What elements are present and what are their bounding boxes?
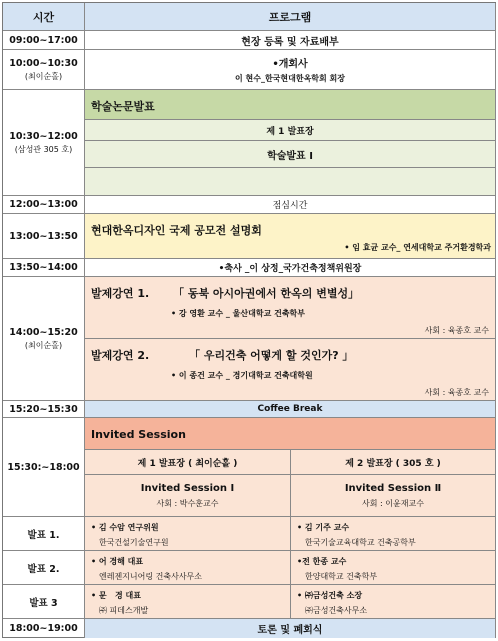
talk2-right-org: 한양대학교 건축학부 bbox=[305, 572, 378, 581]
talk1-left-name: • 김 수암 연구위원 bbox=[91, 523, 159, 532]
contest-title: 현대한옥디자인 국제 공모전 설명회 bbox=[91, 224, 262, 237]
lecture2-moderator: 사회 : 육종호 교수 bbox=[424, 388, 489, 397]
lectures-time bbox=[3, 277, 85, 401]
opening-title: •개회사 bbox=[272, 59, 308, 70]
talk2-left-name: • 어 경해 대표 bbox=[91, 557, 144, 566]
talk3-left-name: • 문 경 대표 bbox=[91, 591, 141, 600]
talk2-left-org: 엔레젠지니어링 건축사사무소 bbox=[99, 572, 203, 581]
coffee-time-text: 15:20~15:30 bbox=[9, 403, 78, 415]
congrats-time-text: 13:50~14:00 bbox=[9, 262, 78, 273]
papers-location: (삼성관 305 호) bbox=[14, 144, 73, 154]
papers-session-text: 학술발표 I bbox=[267, 150, 313, 162]
invited-time-text: 15:30:~18:00 bbox=[7, 461, 80, 473]
invited-session1: Invited Session Ⅰ bbox=[140, 482, 235, 494]
congrats-time bbox=[3, 259, 85, 277]
lecture1-cell bbox=[85, 277, 496, 339]
closing-program bbox=[85, 619, 496, 638]
opening-time-text: 10:00~10:30 bbox=[9, 57, 78, 69]
talk2-label-cell bbox=[3, 551, 85, 585]
registration-text: 현장 등록 및 자료배부 bbox=[241, 36, 339, 48]
papers-time bbox=[3, 90, 85, 196]
lecture2-title: 「 우리건축 어떻게 할 것인가? 」 bbox=[189, 349, 354, 362]
lecture2-speaker: • 이 종건 교수 _ 경기대학교 건축대학원 bbox=[171, 371, 313, 380]
invited-room1-text: 제 1 발표장 ( 최이순홀 ) bbox=[137, 458, 238, 469]
talk2-left bbox=[85, 551, 291, 585]
contest-time-text: 13:00~13:50 bbox=[9, 230, 78, 242]
invited-room1 bbox=[85, 450, 291, 475]
lunch-text: 점심시간 bbox=[272, 201, 308, 211]
talk3-right-name: • ㈜금성건축 소장 bbox=[297, 591, 363, 600]
papers-blank-row bbox=[85, 168, 496, 196]
papers-time-text: 10:30~12:00 bbox=[9, 130, 78, 142]
header-time bbox=[3, 3, 85, 31]
talk2-right-name: •전 한종 교수 bbox=[297, 557, 347, 566]
lecture1-title: 「 동북 아시아권에서 한옥의 변별성」 bbox=[173, 287, 360, 300]
papers-room-text: 제 1 발표장 bbox=[266, 126, 314, 137]
talk3-label: 발표 3 bbox=[29, 597, 58, 609]
talk2-right bbox=[291, 551, 496, 585]
invited-session1-cell bbox=[85, 475, 291, 517]
opening-speaker: 이 현수_한국현대한옥학회 회장 bbox=[234, 74, 346, 83]
talk1-right-name: • 김 기주 교수 bbox=[297, 523, 350, 532]
papers-title: 학술논문발표 bbox=[91, 100, 155, 113]
opening-location: (최이순홀) bbox=[24, 71, 63, 81]
papers-session bbox=[85, 141, 496, 168]
lecture2-label: 발제강연 2. bbox=[91, 349, 150, 362]
contest-program bbox=[85, 214, 496, 259]
talk1-left bbox=[85, 517, 291, 551]
header-time-label: 시간 bbox=[32, 10, 55, 24]
invited-moderator1: 사회 : 박수훈교수 bbox=[156, 498, 219, 508]
registration-program bbox=[85, 31, 496, 50]
contest-time bbox=[3, 214, 85, 259]
invited-moderator2: 사회 : 이윤재교수 bbox=[362, 498, 424, 508]
talk1-left-org: 한국건설기술연구원 bbox=[99, 538, 169, 547]
invited-title-cell bbox=[85, 418, 496, 450]
invited-session2-cell bbox=[291, 475, 496, 517]
papers-title-cell bbox=[85, 90, 496, 120]
registration-time-text: 09:00~17:00 bbox=[9, 34, 78, 46]
closing-time-text: 18:00~19:00 bbox=[9, 623, 78, 634]
opening-program bbox=[85, 50, 496, 90]
talk3-left-org: ㈜ 피데스개발 bbox=[99, 606, 149, 615]
closing-time bbox=[3, 619, 85, 638]
coffee-program bbox=[85, 401, 496, 418]
congrats-program bbox=[85, 259, 496, 277]
coffee-text: Coffee Break bbox=[257, 404, 323, 414]
schedule-table bbox=[2, 2, 496, 638]
closing-text: 토론 및 폐회식 bbox=[257, 625, 323, 636]
lecture2-cell bbox=[85, 339, 496, 401]
lecture1-moderator: 사회 : 육종호 교수 bbox=[424, 326, 489, 335]
talk1-right-org: 한국기술교육대학교 건축공학부 bbox=[305, 538, 416, 547]
lectures-time-text: 14:00~15:20 bbox=[9, 326, 78, 338]
congrats-text: •축사 _이 상정_국가건축정책위원장 bbox=[218, 264, 362, 274]
lecture1-label: 발제강연 1. bbox=[91, 287, 150, 300]
papers-room bbox=[85, 120, 496, 141]
invited-session2: Invited Session Ⅱ bbox=[344, 482, 442, 494]
registration-time bbox=[3, 31, 85, 50]
header-program-label: 프로그램 bbox=[268, 10, 312, 24]
talk3-right-org: ㈜금성건축사무소 bbox=[305, 606, 368, 615]
invited-title: Invited Session bbox=[91, 428, 186, 441]
talk3-right bbox=[291, 585, 496, 619]
lectures-location: (최이순홀) bbox=[24, 340, 63, 350]
invited-room2 bbox=[291, 450, 496, 475]
talk3-label-cell bbox=[3, 585, 85, 619]
coffee-time bbox=[3, 401, 85, 418]
lecture1-speaker: • 강 영환 교수 _ 울산대학교 건축학부 bbox=[171, 309, 306, 318]
talk1-right bbox=[291, 517, 496, 551]
lunch-time-text: 12:00~13:00 bbox=[9, 199, 78, 210]
talk1-label: 발표 1. bbox=[27, 529, 60, 541]
invited-room2-text: 제 2 발표장 ( 305 호 ) bbox=[345, 458, 441, 469]
header-program bbox=[85, 3, 496, 31]
talk3-left bbox=[85, 585, 291, 619]
opening-time bbox=[3, 50, 85, 90]
contest-speaker: • 임 효균 교수_ 연세대학교 주거환경학과 bbox=[344, 243, 491, 252]
invited-time bbox=[3, 418, 85, 517]
talk2-label: 발표 2. bbox=[27, 563, 60, 575]
talk1-label-cell bbox=[3, 517, 85, 551]
lunch-program bbox=[85, 196, 496, 214]
lunch-time bbox=[3, 196, 85, 214]
